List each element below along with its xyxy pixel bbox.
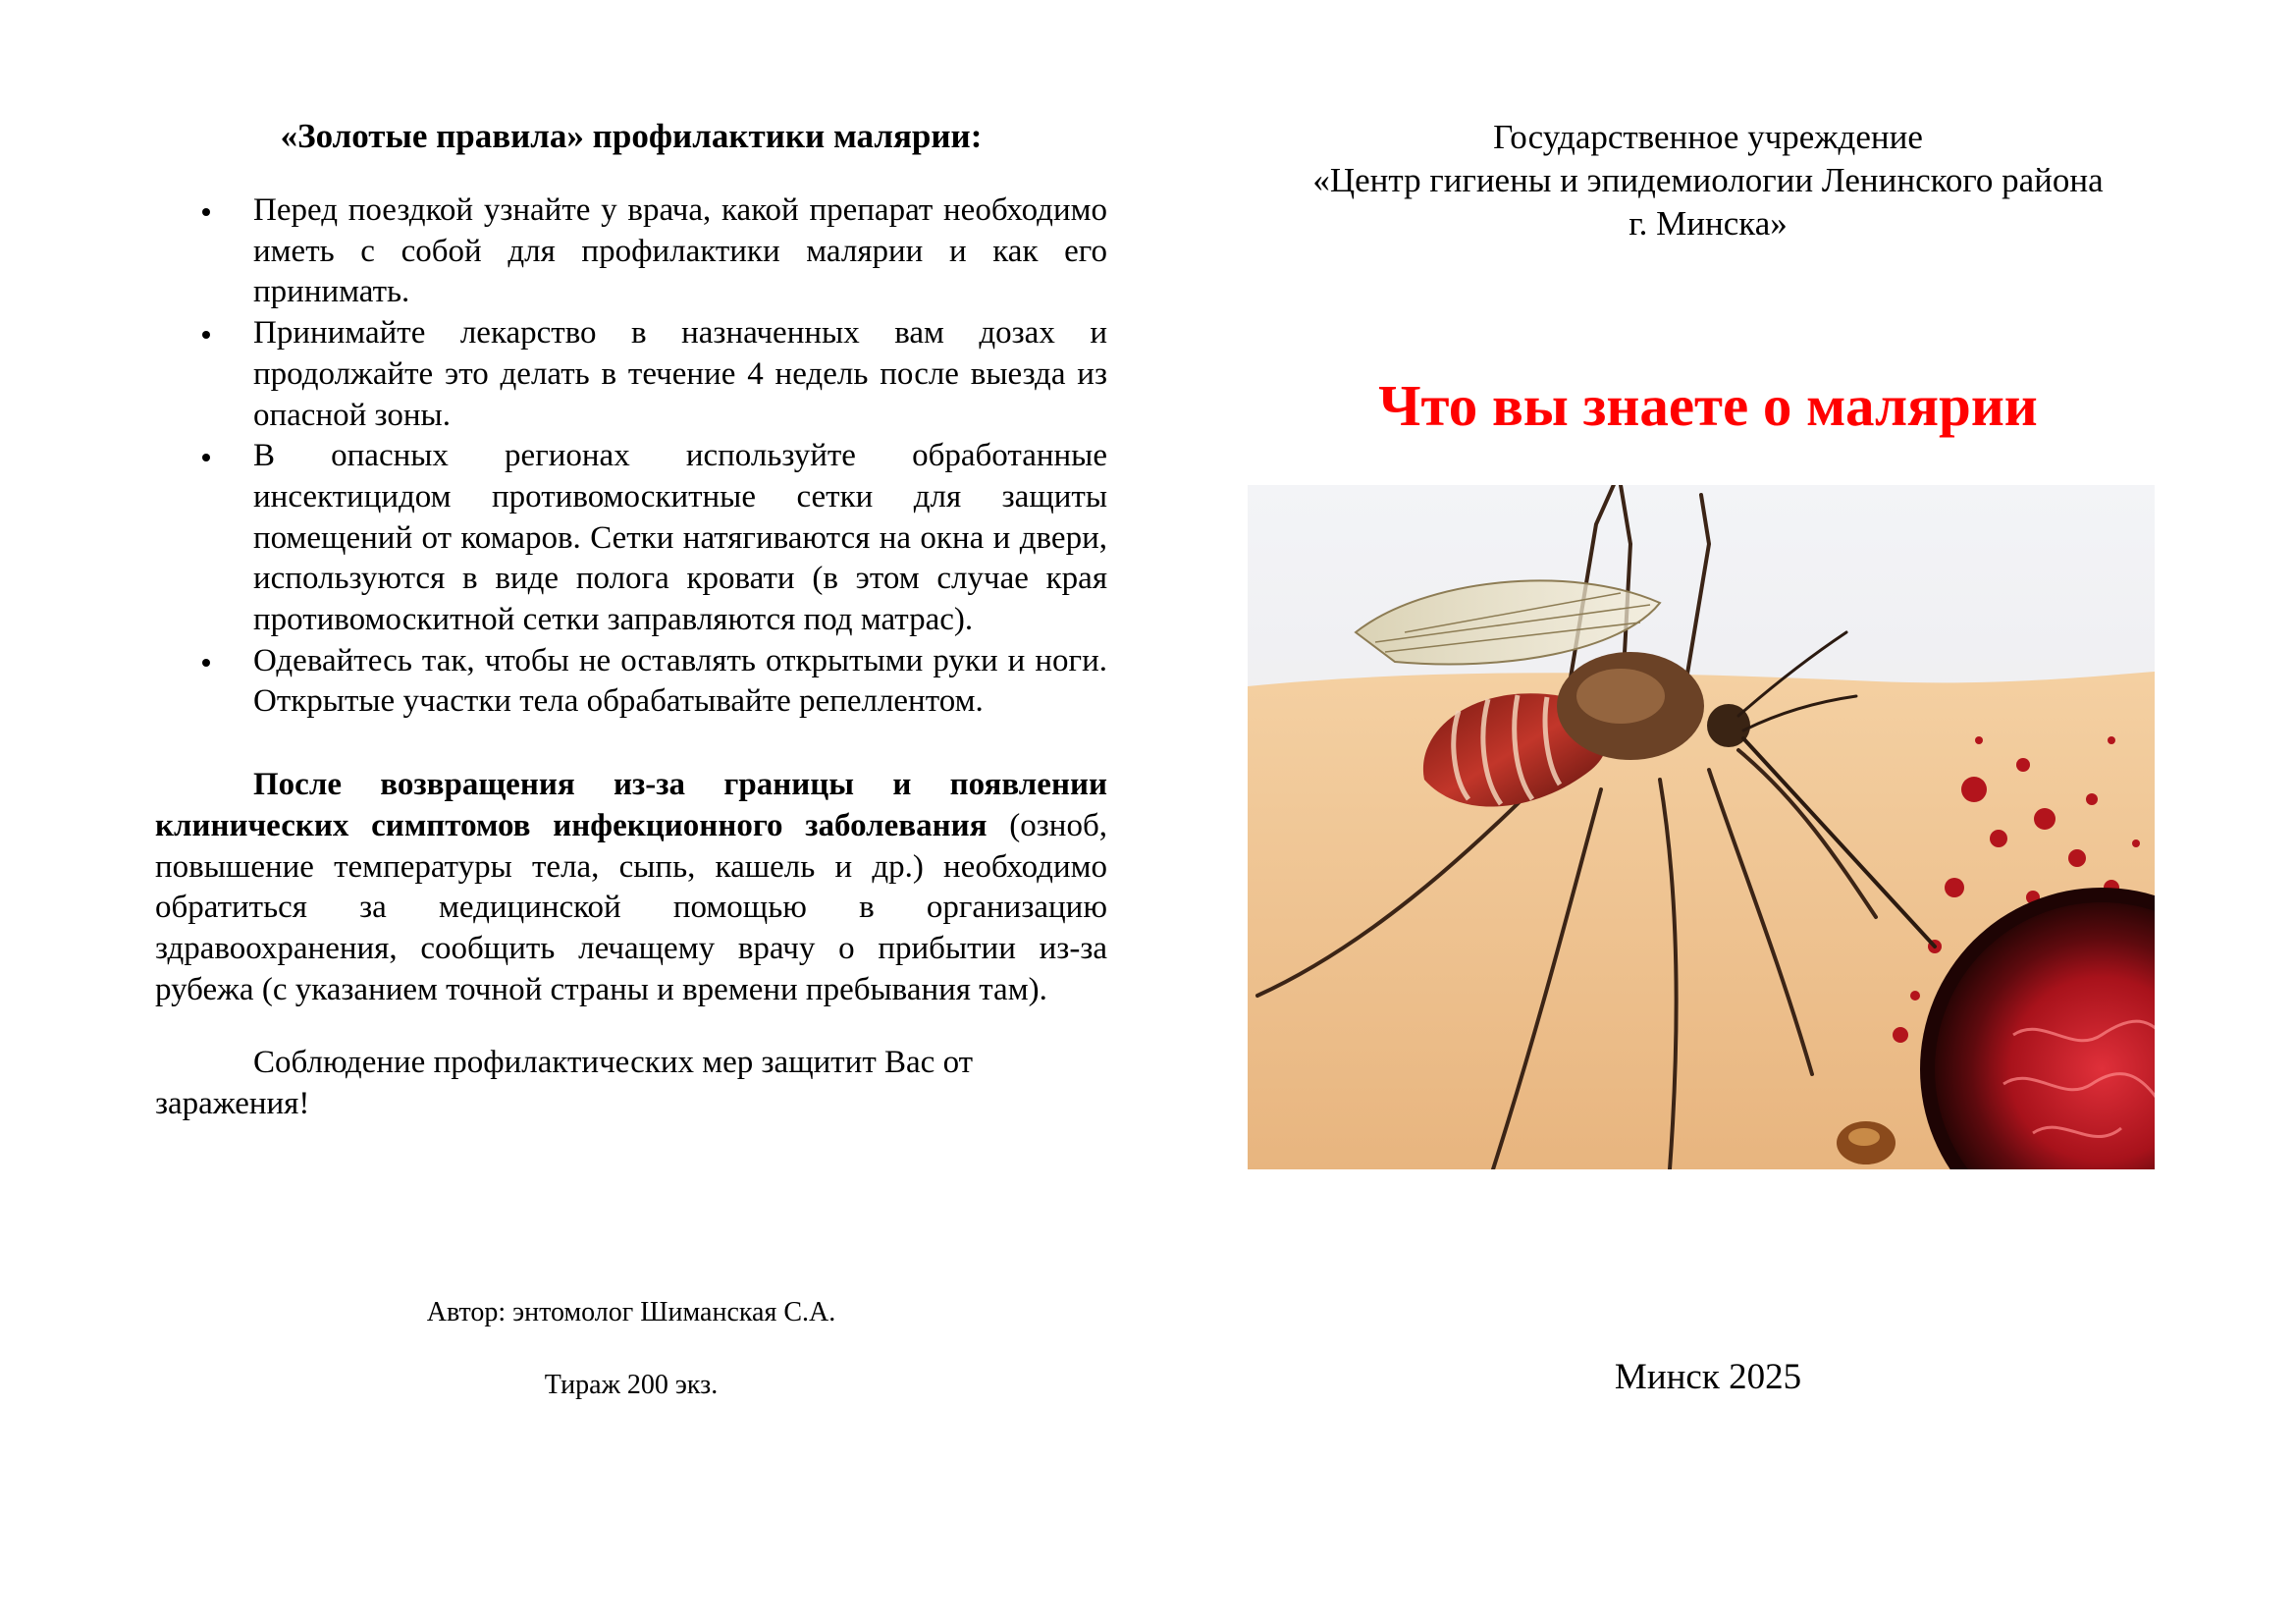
rule-item: В опасных регионах используйте обработанные инсектицидом противомоскитные сетки для защиты помещений от комаров. Сетки натягиваются на окна и двери, используются в виде полога кровати (в этом случае края противомоскитной сетки заправляются под матрас). (253, 436, 1107, 641)
rule-item: Перед поездкой узнайте у врача, какой препарат необходимо иметь с собой для профилактики малярии и как его принимать. (253, 190, 1107, 313)
after-return-paragraph (155, 765, 1107, 1010)
closing-text: Соблюдение профилактических мер защитит Вас от заражения! (155, 1045, 974, 1122)
cover-title: Что вы знаете о малярии (1378, 373, 2038, 438)
after-return-bold: После возвращения из-за границы и появлении клинических симптомов инфекционного заболевания (155, 767, 1107, 843)
rules-title: «Золотые правила» профилактики малярии: (280, 117, 983, 155)
org-line-3: г. Минска» (1629, 204, 1788, 243)
org-line-2: «Центр гигиены и эпидемиологии Ленинского района (1312, 161, 2104, 199)
mosquito-biting-skin-illustration (1248, 485, 2155, 1169)
org-line-1: Государственное учреждение (1493, 118, 1923, 156)
organization-header (1207, 116, 2209, 245)
back-page (155, 116, 1107, 1125)
city-year: Минск 2025 (1614, 1357, 1802, 1397)
rules-list (155, 190, 1107, 723)
author-credit: Автор: энтомолог Шиманская С.А. (426, 1297, 836, 1327)
after-return-text: (озноб, повышение температуры тела, сыпь, кашель и др.) необходимо обратиться за медицинской помощью в организацию здравоохранения, сообщить лечащему врачу о прибытии из-за рубежа (с указанием точной страны и времени пребывания там). (155, 807, 1107, 1007)
rule-item: Принимайте лекарство в назначенных вам дозах и продолжайте это делать в течение 4 недель после выезда из опасной зоны. (253, 313, 1107, 436)
print-run: Тираж 200 экз. (544, 1370, 719, 1400)
rule-item: Одевайтесь так, чтобы не оставлять открытыми руки и ноги. Открытые участки тела обрабатывайте репеллентом. (253, 641, 1107, 723)
